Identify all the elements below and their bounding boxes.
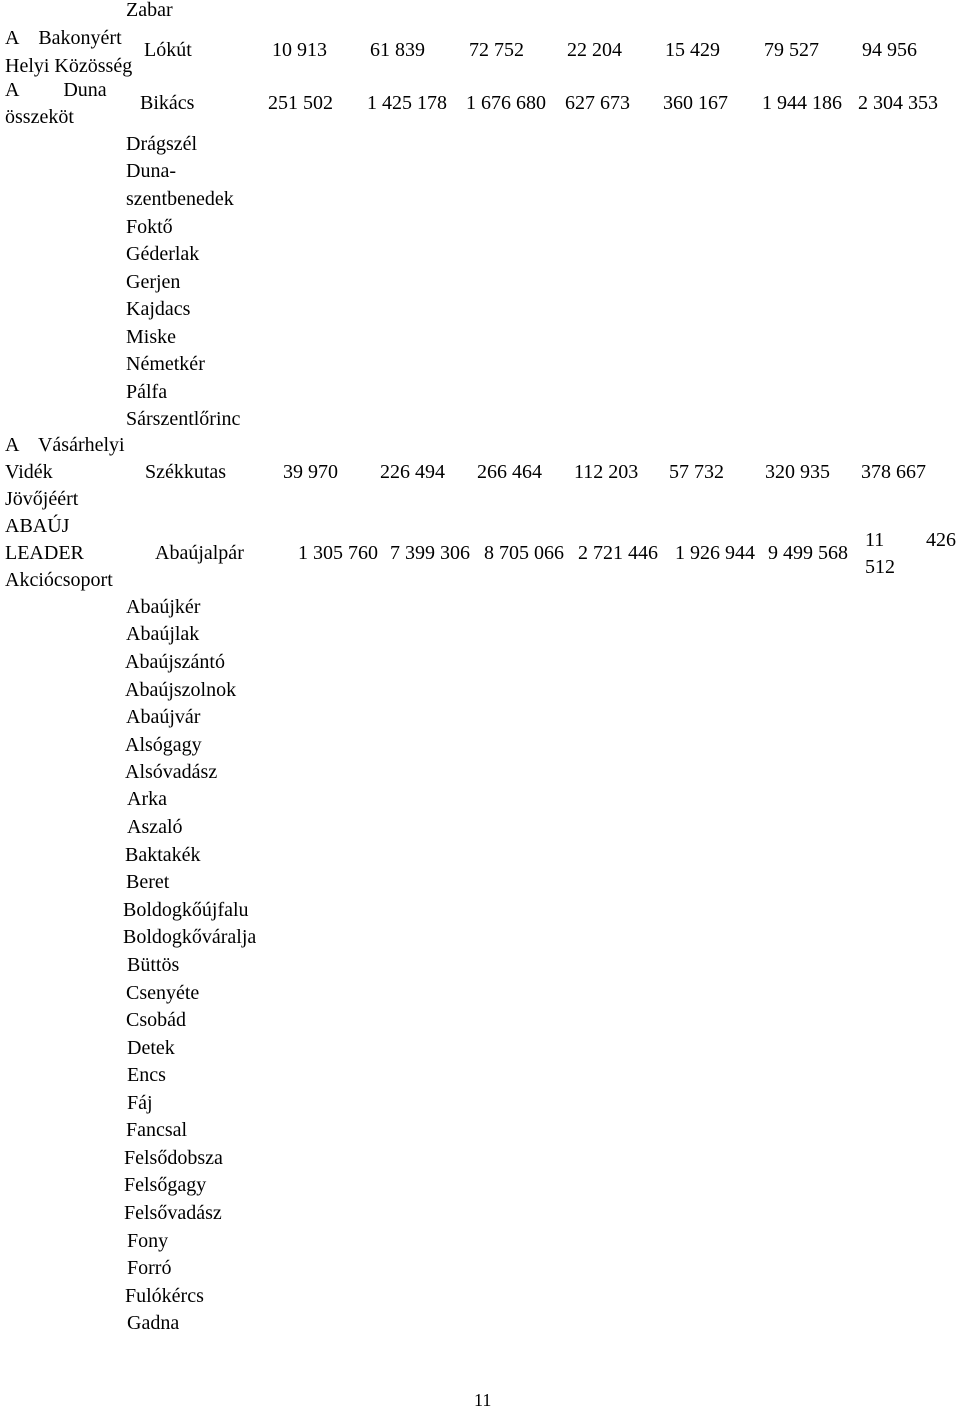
settlement-name: Arka [127, 788, 167, 810]
settlement-name: Németkér [126, 353, 205, 375]
value-cell: 94 956 [862, 39, 917, 61]
settlement-name: Felsőgagy [124, 1174, 207, 1196]
value-cell: 39 970 [283, 461, 338, 483]
settlement-name: Csenyéte [126, 982, 200, 1004]
settlement-name: Detek [127, 1037, 175, 1059]
settlement-name: Alsógagy [125, 734, 202, 756]
value-cell: 251 502 [268, 92, 333, 114]
page-number: 11 [474, 1390, 492, 1410]
settlement-name: Géderlak [126, 243, 200, 265]
settlement-name: Kajdacs [126, 298, 191, 320]
settlement-name: Felsővadász [124, 1202, 222, 1224]
value-cell: 1 676 680 [466, 92, 546, 114]
settlement-name: Boldogkőújfalu [123, 899, 249, 921]
value-cell: 1 305 760 [298, 542, 378, 564]
settlement-name: Boldogkőváralja [123, 926, 257, 948]
settlement-name: Pálfa [126, 381, 168, 403]
value-cell: 1 926 944 [675, 542, 755, 564]
settlement-name: Gadna [127, 1312, 180, 1334]
settlement-name: Zabar [126, 0, 173, 21]
settlement-name: Drágszél [126, 133, 198, 155]
group-name-line: Vidék [5, 461, 53, 483]
group-name-line: összeköt [5, 106, 74, 128]
value-cell: 2 721 446 [578, 542, 658, 564]
settlement-name: Foktő [126, 216, 173, 238]
settlement-name: Miske [126, 326, 176, 348]
value-cell: 320 935 [765, 461, 830, 483]
settlement-name: Felsődobsza [124, 1147, 223, 1169]
value-cell: 22 204 [567, 39, 622, 61]
settlement-name: Székkutas [145, 461, 227, 483]
settlement-name: Baktakék [125, 844, 201, 866]
value-cell: 79 527 [764, 39, 819, 61]
value-cell: 378 667 [861, 461, 926, 483]
settlement-name: Fancsal [126, 1119, 188, 1141]
value-cell: 72 752 [469, 39, 524, 61]
settlement-name: Alsóvadász [125, 761, 218, 783]
settlement-name: Gerjen [126, 271, 181, 293]
settlement-name: Abaújalpár [155, 542, 244, 564]
settlement-name: Fony [127, 1230, 169, 1252]
value-cell: 10 913 [272, 39, 327, 61]
value-cell: 61 839 [370, 39, 425, 61]
value-cell: 15 429 [665, 39, 720, 61]
group-name-line: Helyi Közösség [5, 55, 133, 77]
settlement-name: Abaújlak [126, 623, 200, 645]
settlement-name: Büttös [127, 954, 180, 976]
value-cell: 9 499 568 [768, 542, 848, 564]
settlement-name: Lókút [144, 39, 192, 61]
settlement-name: Fáj [127, 1092, 153, 1114]
settlement-name: Forró [127, 1257, 172, 1279]
value-cell-wrapped: 426 [926, 529, 956, 551]
settlement-name: Abaújszántó [125, 651, 225, 673]
group-name-line: A Vásárhelyi [5, 434, 125, 456]
value-cell: 7 399 306 [390, 542, 470, 564]
settlement-name: Abaújszolnok [125, 679, 237, 701]
value-cell: 1 944 186 [762, 92, 842, 114]
value-cell: 226 494 [380, 461, 445, 483]
group-name-line: A Bakonyért [5, 27, 122, 49]
value-cell: 57 732 [669, 461, 724, 483]
group-name-line: Akciócsoport [5, 569, 113, 591]
value-cell: 1 425 178 [367, 92, 447, 114]
settlement-name: Csobád [126, 1009, 186, 1031]
settlement-name: Encs [127, 1064, 166, 1086]
value-cell: 112 203 [574, 461, 639, 483]
group-name-line: ABAÚJ [5, 515, 70, 537]
settlement-name: szentbenedek [126, 188, 234, 210]
value-cell: 8 705 066 [484, 542, 564, 564]
group-name-line: LEADER [5, 542, 84, 564]
settlement-name: Sárszentlőrinc [126, 408, 241, 430]
settlement-name: Beret [126, 871, 170, 893]
settlement-name: Bikács [140, 92, 195, 114]
value-cell: 627 673 [565, 92, 630, 114]
group-name-line: Jövőjéért [5, 488, 79, 510]
value-cell-wrapped: 512 [865, 556, 895, 578]
group-name-line: A Duna [5, 79, 107, 101]
value-cell: 2 304 353 [858, 92, 938, 114]
settlement-name: Aszaló [127, 816, 183, 838]
settlement-name: Abaújkér [126, 596, 201, 618]
settlement-name: Duna- [126, 160, 176, 182]
settlement-name: Fulókércs [125, 1285, 204, 1307]
settlement-name: Abaújvár [126, 706, 201, 728]
value-cell: 360 167 [663, 92, 728, 114]
value-cell: 266 464 [477, 461, 542, 483]
value-cell-wrapped: 11 [865, 529, 885, 551]
